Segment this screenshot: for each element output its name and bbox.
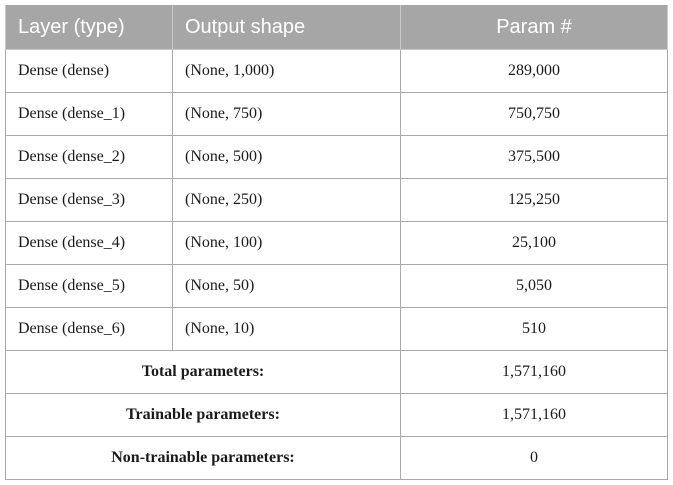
output-shape-cell: (None, 10): [173, 308, 401, 351]
output-shape-cell: (None, 100): [173, 222, 401, 265]
table-row: [6, 265, 668, 308]
layer-cell: Dense (dense): [6, 50, 173, 93]
table-row: [6, 50, 668, 93]
output-shape-cell: (None, 1,000): [173, 50, 401, 93]
layer-cell: Dense (dense_6): [6, 308, 173, 351]
output-shape-cell: (None, 250): [173, 179, 401, 222]
param-cell: 750,750: [401, 93, 668, 136]
output-shape-cell: (None, 500): [173, 136, 401, 179]
summary-row-total: [6, 351, 668, 394]
table-row: [6, 93, 668, 136]
table-row: [6, 222, 668, 265]
header-output-shape: Output shape: [173, 5, 401, 50]
layer-cell: Dense (dense_5): [6, 265, 173, 308]
output-shape-cell: (None, 750): [173, 93, 401, 136]
layer-cell: Dense (dense_4): [6, 222, 173, 265]
param-cell: 25,100: [401, 222, 668, 265]
param-cell: 5,050: [401, 265, 668, 308]
table-row: [6, 136, 668, 179]
param-cell: 375,500: [401, 136, 668, 179]
trainable-parameters-label: Trainable parameters:: [6, 394, 401, 437]
param-cell: 510: [401, 308, 668, 351]
table-row: [6, 179, 668, 222]
total-parameters-value: 1,571,160: [401, 351, 668, 394]
header-row: [6, 5, 668, 50]
non-trainable-parameters-label: Non-trainable parameters:: [6, 437, 401, 480]
table-row: [6, 308, 668, 351]
output-shape-cell: (None, 50): [173, 265, 401, 308]
summary-row-trainable: [6, 394, 668, 437]
layer-cell: Dense (dense_2): [6, 136, 173, 179]
summary-row-nontrainable: [6, 437, 668, 480]
layer-cell: Dense (dense_1): [6, 93, 173, 136]
header-layer: Layer (type): [6, 5, 173, 50]
layer-cell: Dense (dense_3): [6, 179, 173, 222]
non-trainable-parameters-value: 0: [401, 437, 668, 480]
trainable-parameters-value: 1,571,160: [401, 394, 668, 437]
header-param-count: Param #: [401, 5, 668, 50]
total-parameters-label: Total parameters:: [6, 351, 401, 394]
parameter-table: [5, 5, 668, 480]
param-cell: 125,250: [401, 179, 668, 222]
table-header: [6, 5, 668, 50]
table-body: [6, 50, 668, 480]
param-cell: 289,000: [401, 50, 668, 93]
